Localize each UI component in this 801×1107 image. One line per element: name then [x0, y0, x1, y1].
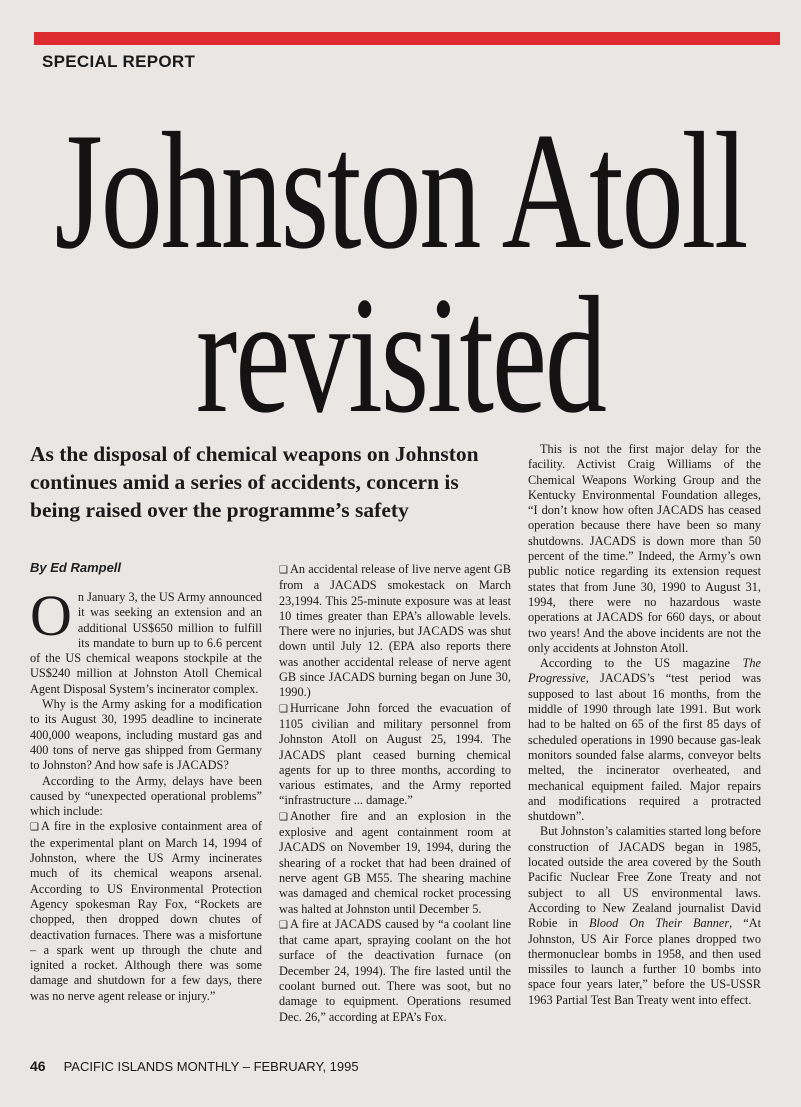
headline-line-2: revisited: [196, 262, 605, 448]
magazine-name: The Progressive: [528, 656, 761, 686]
section-label: SPECIAL REPORT: [42, 52, 196, 71]
page-footer: [30, 1058, 359, 1074]
paragraph: Why is the Army asking for a modification to its August 30, 1995 deadline to incinerate 400,000 weapons, including mustard gas and 400 tons of nerve gas shipped from Germany to Johnston? And how safe is JACADS?: [30, 697, 262, 773]
publication-line: PACIFIC ISLANDS MONTHLY – FEBRUARY, 1995: [63, 1059, 359, 1074]
paragraph: According to the Army, delays have been caused by “unexpected operational problems” which include:: [30, 773, 262, 819]
headline-line-1: Johnston Atoll: [54, 98, 747, 284]
bullet-paragraph: ❑ Hurricane John forced the evacuation of 1105 civilian and military personnel from Johnston Atoll on August 25, 1994. The JACADS plant ceased burning chemical agents for up to three months, according to various estimates, and the Army reported “infrastructure ... damage.”: [279, 700, 511, 808]
checkbox-bullet-icon: ❑: [279, 811, 288, 823]
bullet-paragraph: ❑ Another fire and an explosion in the explosive and agent containment room at JACADS on November 19, 1994, during the shearing of a rocket that had been drained of nerve agent GB M55. The shearing machine was damaged and chemical rocket processing was halted at Johnston until December 5.: [279, 808, 511, 916]
bullet-paragraph: ❑ A fire in the explosive containment area of the experimental plant on March 14, 1994 of Johnston, where the US Army incinerates much of its chemical weapons arsenal. According to US Environmental Protection Agency spokesman Ray Fox, “Rockets are chopped, then dropped down chutes of deactivation furnaces. There was a misfortune – a spark went up through the chute and ignited a rocket. Although there was some damage and shutdown for a few days, there was no nerve agent release or injury.”: [30, 819, 262, 1003]
checkbox-bullet-icon: ❑: [30, 822, 39, 834]
checkbox-bullet-icon: ❑: [279, 919, 288, 931]
article-column-3: [528, 442, 761, 1008]
book-title: Blood On Their Banner: [588, 916, 730, 931]
checkbox-bullet-icon: ❑: [279, 565, 288, 576]
paragraph: According to the US magazine The Progressive, JACADS’s “test period was supposed to last about 16 months, from the middle of 1990 through late 1991. But work had to be halted on 65 of the first 85 days of scheduled operations in 1990 because gas-leak monitors sounded false alarms, conveyor belts melted, the incinerator overheated, and mechanical equipment failed. Major repairs and modifications required a protracted shutdown”.: [528, 656, 761, 824]
drop-cap: O: [30, 583, 72, 648]
checkbox-bullet-icon: ❑: [279, 703, 288, 715]
page-number: 46: [30, 1058, 46, 1074]
article-column-2: [279, 562, 511, 1025]
paragraph: This is not the first major delay for the facility. Activist Craig Williams of the Chemical Weapons Working Group and the Kentucky Environmental Foundation alleges, “I don’t know how often JACADS has ceased operation because there have been so many shutdowns. JACADS is down more than 50 percent of the time.” Indeed, the Army’s own public notice regarding its extension request states that from June 30, 1990 to August 31, 1994, there were no hazardous waste operations at JACADS for 660 days, or about two years! And the above incidents are not the only accidents at Johnston Atoll.: [528, 442, 761, 655]
standfirst: As the disposal of chemical weapons on Johnston continues amid a series of accidents, concern is being raised over the programme’s safety: [30, 442, 479, 522]
byline: By Ed Rampell: [30, 560, 122, 575]
article-column-1: [30, 583, 262, 1004]
bullet-paragraph: ❑ An accidental release of live nerve agent GB from a JACADS smokestack on March 23,1994. This 25-minute exposure was at least 10 times greater than EPA’s allowable levels. There were no injuries, but JACADS was shut down until July 12. (EPA also reports there was another accidental release of nerve agent GB since JACADS burning began on June 30, 1990.): [279, 562, 511, 700]
paragraph: On January 3, the US Army announced it was seeking an extension and an additional US$650 million to fulfill its mandate to burn up to 6.6 percent of the US chemical weapons stockpile at the US$240 million at Johnston Atoll Chemical Agent Disposal System’s incinerator complex.: [30, 583, 262, 696]
bullet-paragraph: ❑ A fire at JACADS caused by “a coolant line that came apart, spraying coolant on the hot surface of the deactivation furnace (on December 24, 1994). The fire lasted until the coolant burned out. There was soot, but no damage to equipment. Operations resumed Dec. 26,” according at EPA’s Fox.: [279, 916, 511, 1024]
accent-bar: [34, 32, 780, 45]
paragraph: But Johnston’s calamities started long before construction of JACADS began in 1985, located outside the area covered by the South Pacific Nuclear Free Zone Treaty and not subject to all US environmental laws. According to New Zealand journalist David Robie in Blood On Their Banner, “At Johnston, US Air Force planes dropped two thermonuclear bombs in 1958, and then used missiles to launch a further 10 bombs into space four years later,” before the US-USSR 1963 Partial Test Ban Treaty went into effect.: [528, 824, 761, 1007]
